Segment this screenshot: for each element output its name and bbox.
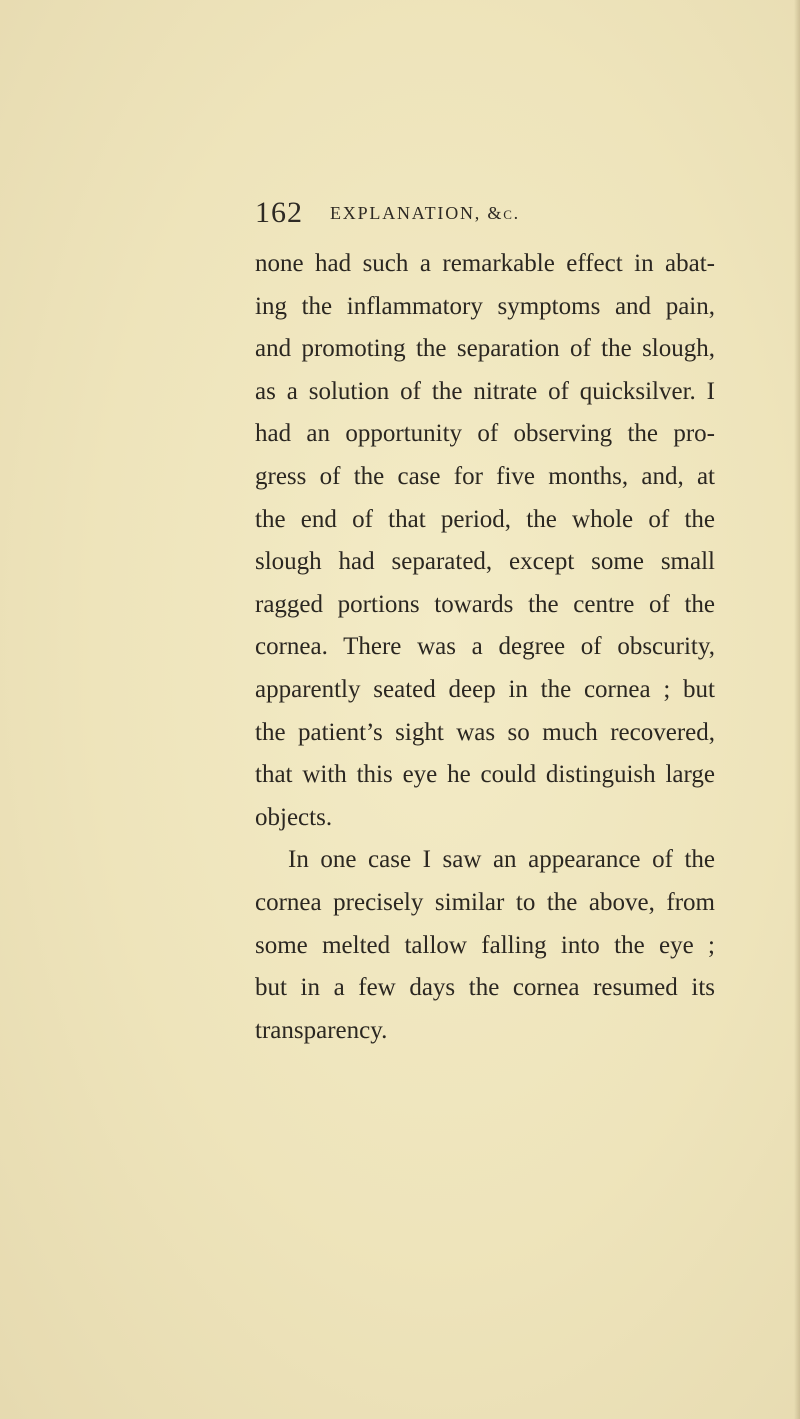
text-line: ing the inflammatory symptoms and pain, (255, 292, 715, 320)
page-number: 162 (255, 196, 303, 229)
text-line: apparently seated deep in the cornea ; but (255, 675, 715, 703)
paragraph-first-line: In one case I saw an appearance of the (288, 846, 715, 874)
text-line: as a solution of the nitrate of quicksilver. I (255, 377, 715, 405)
text-line: the end of that period, the whole of the (255, 505, 715, 533)
text-line: and promoting the separation of the slough, (255, 335, 715, 363)
running-title: EXPLANATION, &c. (330, 203, 520, 223)
text-line: some melted tallow falling into the eye ; (255, 931, 715, 959)
text-line: cornea. There was a degree of obscurity, (255, 633, 715, 661)
text-line: but in a few days the cornea resumed its (255, 974, 715, 1002)
body-text (255, 243, 715, 1052)
text-line: had an opportunity of observing the pro- (255, 420, 715, 448)
text-line: the patient’s sight was so much recovered, (255, 718, 715, 746)
running-head (255, 196, 655, 230)
text-line: objects. (255, 803, 333, 831)
text-line: transparency. (255, 1016, 388, 1044)
page-edge-shadow (794, 0, 800, 1419)
text-line: gress of the case for five months, and, at (255, 462, 715, 490)
text-line: none had such a remarkable effect in abat- (255, 250, 715, 277)
text-line: slough had separated, except some small (255, 548, 715, 576)
text-line: cornea precisely similar to the above, from (255, 888, 715, 916)
text-line: ragged portions towards the centre of the (255, 590, 715, 618)
text-line: that with this eye he could distinguish large (255, 761, 715, 789)
